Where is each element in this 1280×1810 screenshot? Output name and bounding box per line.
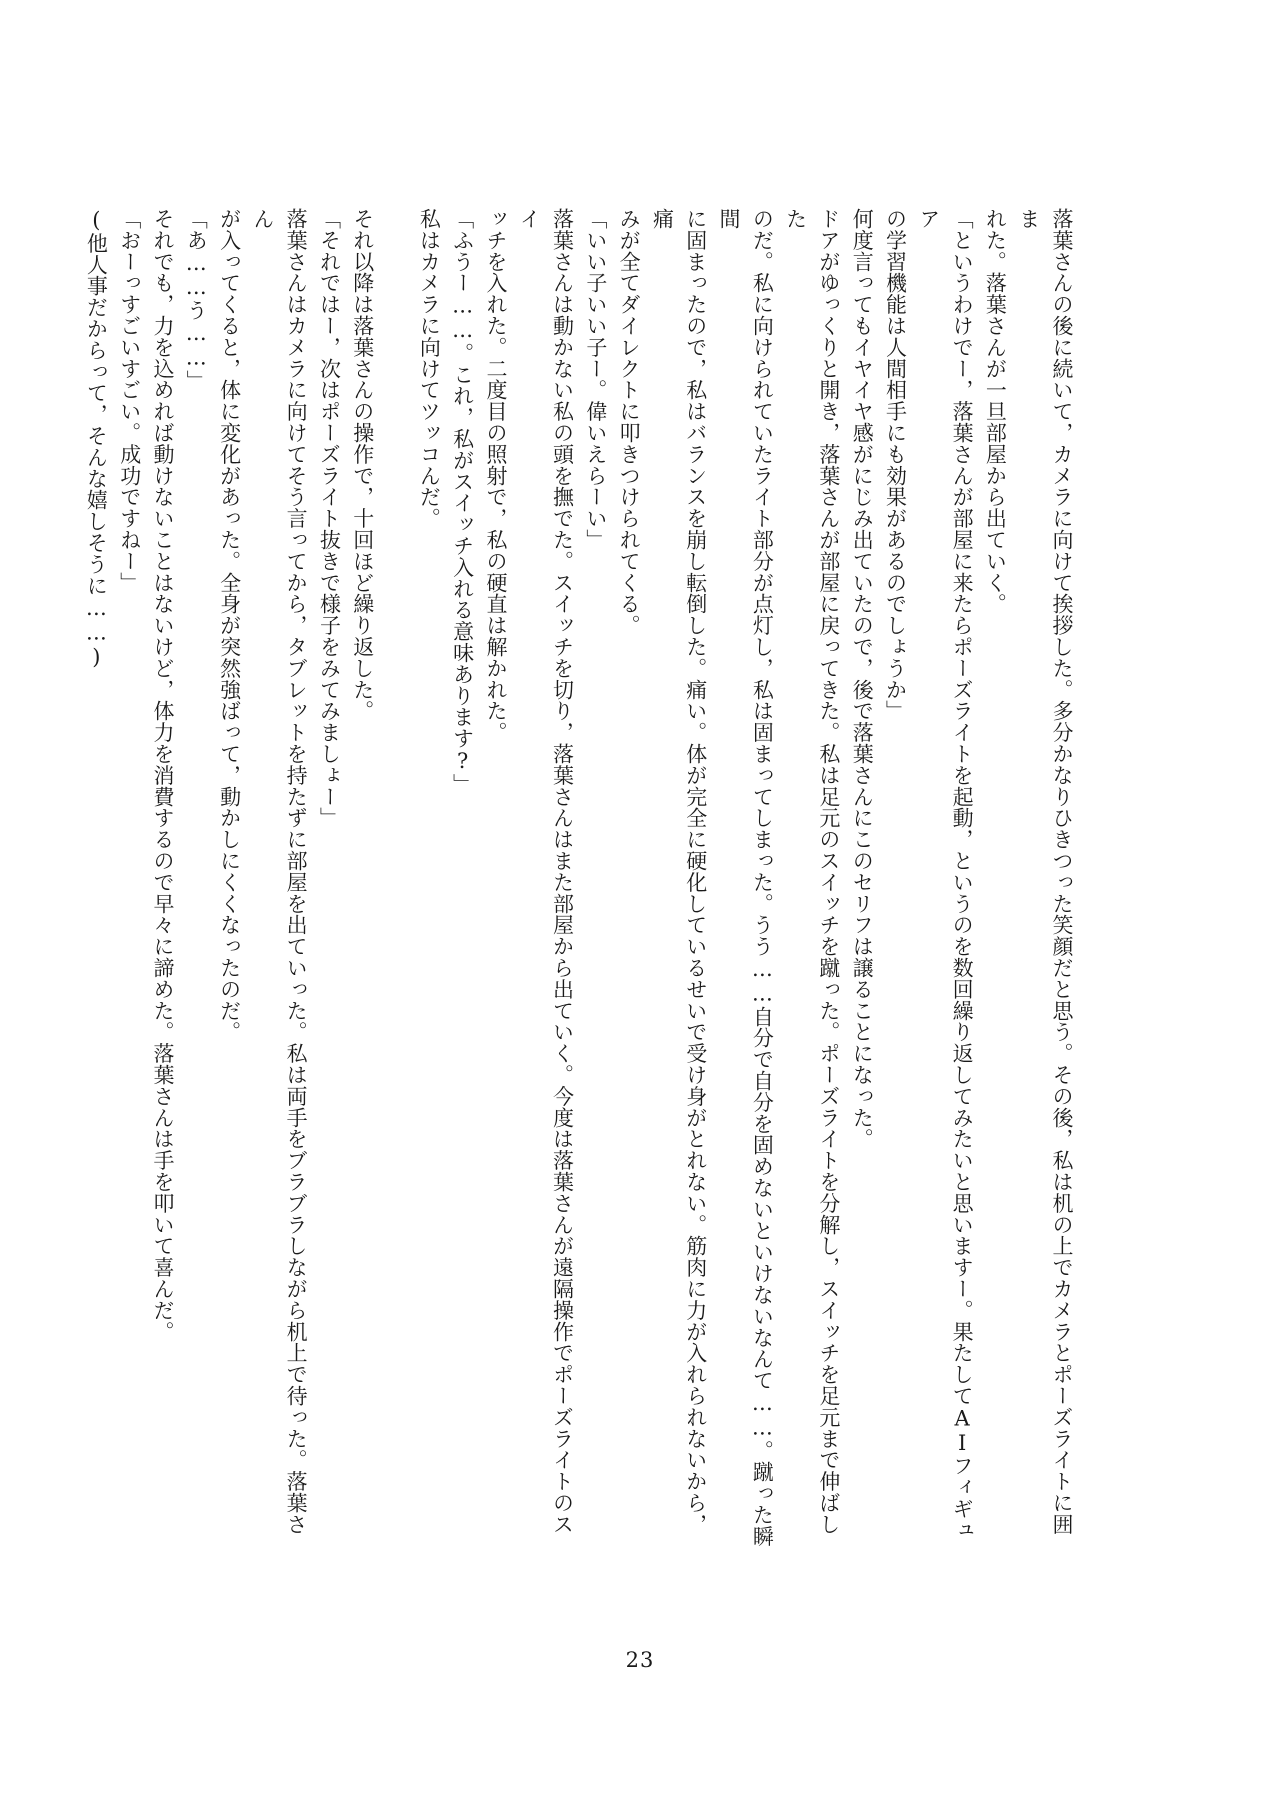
text-line: れた。落葉さんが一旦部屋から出ていく。 — [983, 208, 1008, 615]
text-line: 「いい子いい子ー。偉いえらーい」 — [583, 208, 608, 551]
text-line: ドアがゆっくりと開き，落葉さんが部屋に戻ってきた。私は足元のスイッチを蹴った。ポーズライトを分解し，スイッチを足元まで伸ばした — [783, 208, 841, 1535]
text-line: の学習機能は人間相手にも効果があるのでしょうか」 — [883, 208, 908, 722]
text-line: 「おーっすごいすごい。成功ですねー」 — [117, 208, 142, 594]
text-line: に固まったので，私はバランスを崩し転倒した。痛い。体が完全に硬化しているせいで受け身がとれない。筋肉に力が入れられないから，痛 — [650, 208, 708, 1535]
text-line: 落葉さんの後に続いて，カメラに向けて挨拶した。多分かなりひきつった笑顔だと思う。その後，私は机の上でカメラとポーズライトに囲ま — [1016, 208, 1074, 1535]
text-line: 落葉さんは動かない私の頭を撫でた。スイッチを切り，落葉さんはまた部屋から出ていく。今度は落葉さんが遠隔操作でポーズライトのスイ — [517, 208, 575, 1535]
text-line: 「それではー，次はポーズライト抜きで様子をみてみましょー」 — [317, 208, 342, 829]
text-line: 落葉さんはカメラに向けてそう言ってから，タブレットを持たずに部屋を出ていった。私は両手をブラブラしながら机上で待った。落葉さん — [250, 208, 309, 1535]
vertical-text-body — [84, 208, 1078, 1548]
text-line: みが全てダイレクトに叩きつけられてくる。 — [617, 208, 642, 636]
page-number: 23 — [625, 1648, 655, 1672]
text-line: 私はカメラに向けてツッコんだ。 — [417, 208, 442, 529]
text-line: 「ふうー……。これ，私がスイッチ入れる意味あります?」 — [450, 208, 475, 795]
text-line: 「あ……う……」 — [184, 208, 209, 392]
text-line: ッチを入れた。二度目の照射で，私の硬直は解かれた。 — [483, 208, 508, 743]
text-line: 何度言ってもイヤイヤ感がにじみ出ていたので，後で落葉さんにこのセリフは譲ることになった。 — [850, 208, 875, 1150]
text-line: (他人事だからって，そんな嬉しそうに……) — [84, 208, 109, 670]
text-line: それ以降は落葉さんの操作で，十回ほど繰り返した。 — [350, 208, 375, 722]
text-line: 「というわけでー，落葉さんが部屋に来たらポーズライトを起動，というのを数回繰り返してみたいと思いますー。果たしてAIフィギュア — [916, 208, 975, 1541]
text-line: それでも，力を込めれば動けないことはないけど，体力を消費するので早々に諦めた。落葉さんは手を叩いて喜んだ。 — [150, 208, 175, 1343]
text-line: が入ってくると，体に変化があった。全身が突然強ばって，動かしにくくなったのだ。 — [217, 208, 242, 1043]
blank-line — [379, 208, 412, 1548]
text-line: のだ。私に向けられていたライト部分が点灯し，私は固まってしまった。うう……自分で自分を固めないといけないなんて……。蹴った瞬間 — [717, 208, 775, 1547]
